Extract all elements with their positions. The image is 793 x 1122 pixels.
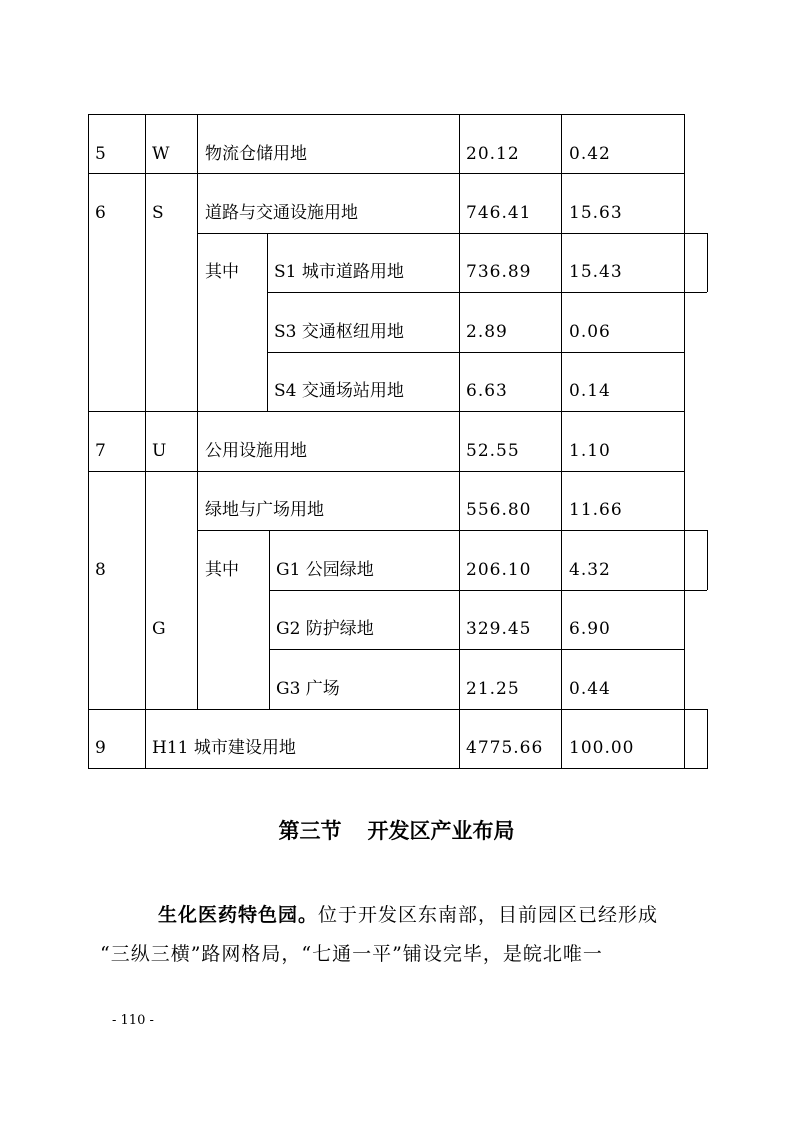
sub-row-name: S3 交通枢纽用地	[274, 322, 404, 342]
table-rule	[88, 471, 684, 472]
row-area: 4775.66	[466, 738, 544, 758]
row-name: 绿地与广场用地	[205, 500, 324, 520]
sub-row-percent: 0.06	[569, 322, 611, 342]
sub-row-percent: 6.90	[569, 619, 611, 639]
table-rule	[197, 530, 707, 531]
row-area: 746.41	[466, 203, 532, 223]
table-rule	[269, 590, 707, 591]
row-number: 5	[95, 144, 106, 164]
table-rule	[459, 114, 460, 769]
row-area: 556.80	[466, 500, 532, 520]
subgroup-label: 其中	[205, 262, 239, 282]
row-percent: 15.63	[569, 203, 623, 223]
paragraph-line-2	[100, 942, 700, 966]
table-rule	[88, 173, 684, 174]
table-rule	[88, 768, 707, 769]
row-code: W	[152, 144, 170, 164]
table-rule	[707, 233, 708, 292]
row-area: 20.12	[466, 144, 520, 164]
sub-row-percent: 0.14	[569, 381, 611, 401]
sub-row-name: G1 公园绿地	[276, 560, 374, 580]
sub-row-percent: 4.32	[569, 560, 611, 580]
table-rule	[267, 292, 707, 293]
sub-row-area: 206.10	[466, 560, 532, 580]
row-number: 6	[95, 203, 106, 223]
sub-row-area: 736.89	[466, 262, 532, 282]
row-percent: 0.42	[569, 144, 611, 164]
table-rule	[88, 411, 684, 412]
table-rule	[267, 233, 268, 411]
row-name: H11 城市建设用地	[152, 738, 296, 758]
paragraph-text: 位于开发区东南部，目前园区已经形成	[318, 904, 659, 926]
table-rule	[707, 530, 708, 590]
table-rule	[269, 649, 684, 650]
sub-row-name: S1 城市道路用地	[274, 262, 404, 282]
row-name: 道路与交通设施用地	[205, 203, 358, 223]
row-percent: 11.66	[569, 500, 623, 520]
sub-row-area: 2.89	[466, 322, 508, 342]
row-name: 公用设施用地	[205, 441, 307, 461]
row-number: 8	[95, 560, 106, 580]
paragraph-text: “三纵三横”路网格局，“七通一平”铺设完毕，是皖北唯一	[100, 943, 603, 965]
row-name: 物流仓储用地	[205, 144, 307, 164]
sub-row-percent: 15.43	[569, 262, 623, 282]
table-rule	[88, 114, 89, 769]
row-percent: 1.10	[569, 441, 611, 461]
sub-row-name: G3 广场	[276, 679, 340, 699]
row-percent: 100.00	[569, 738, 635, 758]
row-number: 9	[95, 738, 106, 758]
subgroup-label: 其中	[205, 560, 239, 580]
table-rule	[88, 709, 707, 710]
paragraph-lead: 生化医药特色园。	[158, 904, 319, 926]
row-code: S	[152, 203, 164, 223]
table-rule	[145, 114, 146, 769]
row-number: 7	[95, 441, 106, 461]
sub-row-percent: 0.44	[569, 679, 611, 699]
sub-row-name: S4 交通场站用地	[274, 381, 404, 401]
page-number: - 110 -	[112, 1013, 154, 1028]
sub-row-area: 6.63	[466, 381, 508, 401]
row-code: G	[152, 619, 166, 639]
table-rule	[561, 114, 562, 769]
table-rule	[88, 114, 684, 115]
table-rule	[269, 530, 270, 709]
sub-row-area: 21.25	[466, 679, 520, 699]
row-code: U	[152, 441, 167, 461]
paragraph-line-1	[158, 903, 698, 927]
table-rule	[684, 114, 685, 769]
table-rule	[197, 233, 707, 234]
section-heading	[0, 818, 793, 844]
sub-row-area: 329.45	[466, 619, 532, 639]
row-area: 52.55	[466, 441, 520, 461]
sub-row-name: G2 防护绿地	[276, 619, 374, 639]
table-rule	[197, 114, 198, 709]
section-number: 第三节	[278, 819, 342, 843]
section-title: 开发区产业布局	[367, 819, 515, 843]
table-rule	[707, 709, 708, 769]
table-rule	[267, 352, 684, 353]
